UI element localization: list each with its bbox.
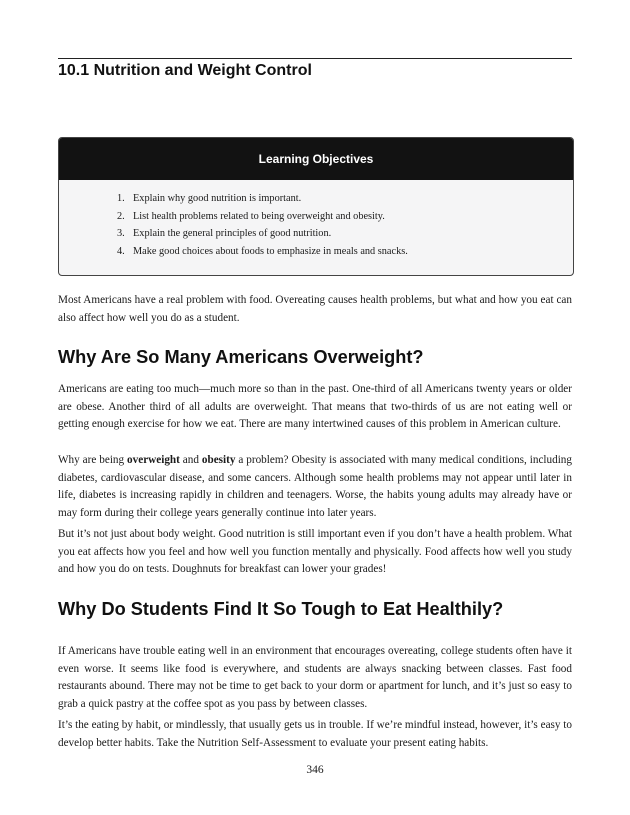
objective-item: [117, 208, 573, 226]
objective-number: 1.: [117, 193, 125, 204]
objective-item: [117, 190, 573, 208]
objective-number: 3.: [117, 228, 125, 239]
objective-item: [117, 225, 573, 243]
learning-objectives-box: [58, 137, 574, 276]
objective-text: Make good choices about foods to emphasize in meals and snacks.: [133, 245, 408, 257]
section-title: 10.1 Nutrition and Weight Control: [58, 62, 312, 79]
text-span: Why are being: [58, 454, 128, 466]
text-span: and: [179, 454, 202, 466]
learning-objectives-list: [59, 180, 573, 260]
paragraph-overweight-2: [58, 452, 572, 523]
intro-paragraph: Most Americans have a real problem with food. Overeating causes health problems, but what and how you eat can also affect how well you do as a student.: [58, 294, 572, 324]
objective-item: [117, 243, 573, 261]
page-number: 346: [306, 764, 324, 776]
objective-text: Explain why good nutrition is important.: [133, 193, 302, 204]
objective-number: 2.: [117, 210, 125, 222]
objective-text: Explain the general principles of good nutrition.: [133, 228, 332, 239]
learning-objectives-header: Learning Objectives: [59, 138, 573, 180]
objective-text: List health problems related to being overweight and obesity.: [133, 210, 385, 222]
term-overweight: overweight: [127, 454, 180, 466]
paragraph-students-2: It’s the eating by habit, or mindlessly, that usually gets us in trouble. If we’re mindful instead, however, it’s easy to develop better habits. Take the Nutrition Self-Assessment to evaluate your present eating habits.: [58, 719, 572, 749]
paragraph-overweight-1: Americans are eating too much—much more so than in the past. One-third of all Americans twenty years or older are obese. Another third of all adults are overweight. That means that two-thirds of us are not eating well or getting enough exercise for how we eat. There are many intertwined causes of this problem in American culture.: [58, 383, 572, 431]
heading-students: Why Do Students Find It So Tough to Eat Healthily?: [58, 599, 504, 619]
heading-overweight: Why Are So Many Americans Overweight?: [58, 347, 424, 367]
paragraph-overweight-3: But it’s not just about body weight. Good nutrition is still important even if you don’t have a health problem. What you eat affects how you feel and how well you function mentally and physically. Food affects how well you study and how you do on tests. Doughnuts for breakfast can lower your grades!: [58, 528, 572, 576]
objective-number: 4.: [117, 245, 125, 257]
paragraph-students-1: If Americans have trouble eating well in an environment that encourages overeating, college students often have it even worse. It seems like food is everywhere, and students are always snacking between classes. Fast food restaurants abound. There may not be time to get back to your dorm or apartment for lunch, and it’s just so easy to grab a quick pastry at the coffee spot as you pass by between classes.: [58, 645, 572, 711]
text-span: a problem? Obesity is associated with many medical conditions, including diabetes, cardiovascular disease, and some cancers. Although some health problems may not appear until later in life, diabetes is increasing rapidly in children and teenagers. Worse, the habits young adults may already have or may form during their college years generally continue into later years.: [58, 454, 572, 520]
term-obesity: obesity: [201, 454, 236, 466]
top-rule: [58, 58, 572, 59]
